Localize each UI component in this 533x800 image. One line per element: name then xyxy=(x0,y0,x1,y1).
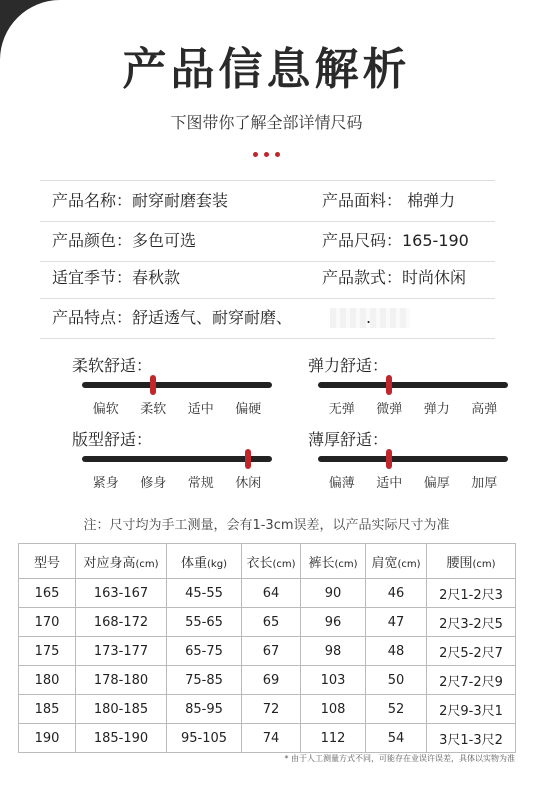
table-cell: 180-185 xyxy=(76,695,167,724)
slider-label: 适中 xyxy=(376,476,403,491)
page-subtitle: 下图带你了解全部详情尺码 xyxy=(170,113,363,132)
measurement-note: 注：尺寸均为手工测量，会有1-3cm误差，以产品实际尺寸为准 xyxy=(83,518,450,533)
slider-labels xyxy=(82,398,272,416)
slider-label: 偏薄 xyxy=(328,476,355,491)
table-cell: 90 xyxy=(301,579,366,608)
slider-label: 紧身 xyxy=(92,476,119,491)
product-name: 产品名称：耐穿耐磨套装 xyxy=(52,191,229,210)
table-cell: 50 xyxy=(366,666,427,695)
column-header: 肩宽(cm) xyxy=(366,544,427,579)
slider-label: 无弹 xyxy=(328,402,355,417)
table-cell: 175 xyxy=(19,637,76,666)
slider-label: 适中 xyxy=(187,402,214,417)
table-cell: 165 xyxy=(19,579,76,608)
slider-label: 加厚 xyxy=(471,476,498,491)
table-cell: 55-65 xyxy=(167,608,242,637)
table-cell: 45-55 xyxy=(167,579,242,608)
slider-label: 高弹 xyxy=(471,402,498,417)
table-cell: 170 xyxy=(19,608,76,637)
table-cell: 75-85 xyxy=(167,666,242,695)
thickness-slider xyxy=(308,430,518,500)
table-cell: 2尺1-2尺3 xyxy=(427,579,516,608)
table-cell: 163-167 xyxy=(76,579,167,608)
column-header: 体重(kg) xyxy=(167,544,242,579)
table-cell: 108 xyxy=(301,695,366,724)
table-cell: 112 xyxy=(301,724,366,753)
table-header-row xyxy=(19,544,516,579)
table-cell: 2尺5-2尺7 xyxy=(427,637,516,666)
info-row xyxy=(40,298,495,339)
page-title: 产品信息解析 xyxy=(122,44,411,95)
slider-title: 版型舒适： xyxy=(72,430,153,449)
table-cell: 173-177 xyxy=(76,637,167,666)
table-cell: 72 xyxy=(242,695,301,724)
table-cell: 52 xyxy=(366,695,427,724)
table-cell: 48 xyxy=(366,637,427,666)
slider-knob xyxy=(386,375,392,395)
slider-label: 微弹 xyxy=(376,402,403,417)
table-cell: 2尺9-3尺1 xyxy=(427,695,516,724)
slider-knob xyxy=(245,449,251,469)
slider-label: 弹力 xyxy=(423,402,450,417)
product-size: 产品尺码：165-190 xyxy=(322,231,469,250)
slider-knob xyxy=(386,449,392,469)
slider-label: 偏厚 xyxy=(423,476,450,491)
table-row xyxy=(19,608,516,637)
table-cell: 185 xyxy=(19,695,76,724)
table-row xyxy=(19,724,516,753)
table-cell: 98 xyxy=(301,637,366,666)
table-cell: 96 xyxy=(301,608,366,637)
table-cell: 54 xyxy=(366,724,427,753)
slider-title: 薄厚舒适： xyxy=(308,430,389,449)
table-cell: 178-180 xyxy=(76,666,167,695)
slider-title: 柔软舒适： xyxy=(72,356,153,375)
table-cell: 46 xyxy=(366,579,427,608)
info-row xyxy=(40,180,495,222)
info-row xyxy=(40,258,495,299)
table-cell: 180 xyxy=(19,666,76,695)
elasticity-slider xyxy=(308,356,518,426)
column-header: 裤长(cm) xyxy=(301,544,366,579)
slider-label: 修身 xyxy=(140,476,167,491)
column-header: 衣长(cm) xyxy=(242,544,301,579)
product-features: 产品特点：舒适透气、耐穿耐磨、 xyxy=(52,308,293,327)
slider-track xyxy=(82,456,272,462)
slider-track xyxy=(82,382,272,388)
table-cell: 65-75 xyxy=(167,637,242,666)
table-cell: 95-105 xyxy=(167,724,242,753)
info-row xyxy=(40,221,495,262)
slider-label: 柔软 xyxy=(140,402,167,417)
slider-track xyxy=(318,456,508,462)
table-cell: 47 xyxy=(366,608,427,637)
product-style: 产品款式：时尚休闲 xyxy=(322,268,467,287)
table-row xyxy=(19,579,516,608)
table-cell: 2尺7-2尺9 xyxy=(427,666,516,695)
fit-slider xyxy=(72,430,282,500)
slider-track xyxy=(318,382,508,388)
size-table xyxy=(18,543,516,753)
column-header: 型号 xyxy=(19,544,76,579)
table-cell: 2尺3-2尺5 xyxy=(427,608,516,637)
divider-dots xyxy=(0,152,533,157)
table-cell: 190 xyxy=(19,724,76,753)
table-cell: 69 xyxy=(242,666,301,695)
column-header: 对应身高(cm) xyxy=(76,544,167,579)
table-cell: 103 xyxy=(301,666,366,695)
footnote: * 由于人工测量方式不同，可能存在业误许误差，具体以实物为准 xyxy=(284,754,515,763)
table-cell: 65 xyxy=(242,608,301,637)
softness-slider xyxy=(72,356,282,426)
table-row xyxy=(19,695,516,724)
slider-knob xyxy=(150,375,156,395)
table-cell: 168-172 xyxy=(76,608,167,637)
slider-label: 偏软 xyxy=(92,402,119,417)
slider-labels xyxy=(318,472,508,490)
table-row xyxy=(19,666,516,695)
table-cell: 85-95 xyxy=(167,695,242,724)
product-features-end: . xyxy=(366,308,372,327)
product-season: 适宜季节：春秋款 xyxy=(52,268,181,287)
slider-label: 休闲 xyxy=(235,476,262,491)
table-row xyxy=(19,637,516,666)
table-cell: 74 xyxy=(242,724,301,753)
product-color: 产品颜色：多色可选 xyxy=(52,231,197,250)
slider-title: 弹力舒适： xyxy=(308,356,389,375)
slider-label: 偏硬 xyxy=(235,402,262,417)
slider-labels xyxy=(82,472,272,490)
table-cell: 3尺1-3尺2 xyxy=(427,724,516,753)
slider-label: 常规 xyxy=(187,476,214,491)
slider-labels xyxy=(318,398,508,416)
table-cell: 185-190 xyxy=(76,724,167,753)
product-fabric: 产品面料： 棉弹力 xyxy=(322,191,456,210)
table-cell: 67 xyxy=(242,637,301,666)
table-cell: 64 xyxy=(242,579,301,608)
column-header: 腰围(cm) xyxy=(427,544,516,579)
